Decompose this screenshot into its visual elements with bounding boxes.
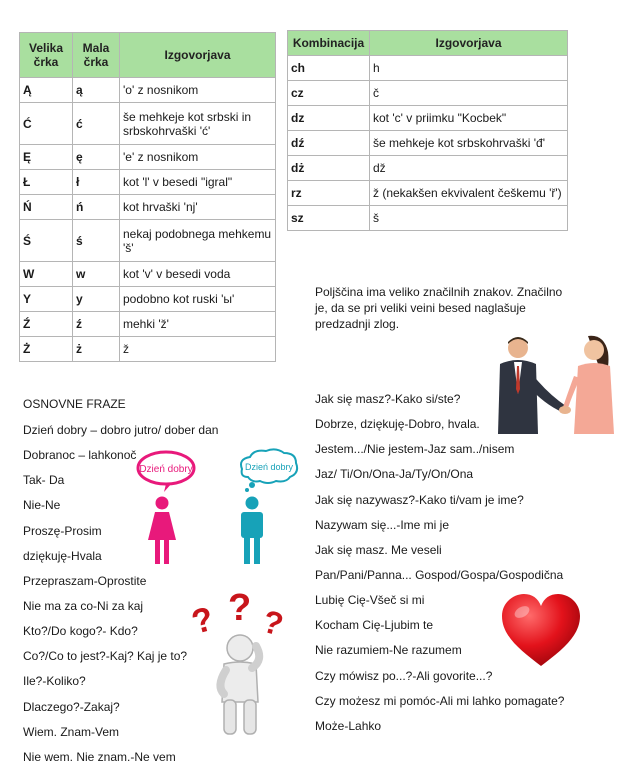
cell: dź [288, 131, 370, 156]
list-item: Tak- Da [23, 473, 65, 488]
list-item: dziękuję-Hvala [23, 548, 102, 563]
cell: y [73, 287, 120, 312]
cell: Ę [20, 145, 73, 170]
cell: dz [288, 106, 370, 131]
combination-table [287, 30, 568, 231]
col-header: Izgovorjava [370, 31, 568, 56]
question-mark-icon: ? [228, 590, 252, 629]
list-item: Kto?/Do kogo?- Kdo? [23, 624, 138, 639]
cell: ą [73, 78, 120, 103]
table-row [20, 312, 276, 337]
table-row [288, 106, 568, 131]
table-row [288, 181, 568, 206]
cell: ł [73, 170, 120, 195]
cell: ś [73, 220, 120, 262]
handshake-illustration [488, 334, 620, 442]
list-item: Proszę-Prosim [23, 523, 102, 538]
cell: dž [370, 156, 568, 181]
cell: dż [288, 156, 370, 181]
cell: sz [288, 206, 370, 231]
table-row [20, 170, 276, 195]
cell: ž [120, 337, 276, 362]
cell: W [20, 262, 73, 287]
col-header: Kombinacija [288, 31, 370, 56]
list-item: Ile?-Koliko? [23, 674, 86, 689]
phrases-right-list [315, 392, 615, 744]
cell: 'e' z nosnikom [120, 145, 276, 170]
question-mark-icon: ? [187, 599, 218, 642]
table-row [20, 103, 276, 145]
alphabet-table [19, 32, 276, 362]
thinking-figure-illustration [186, 590, 296, 740]
speech-bubble-pink [136, 450, 196, 494]
cell: še mehkeje kot srbski in srbskohrvaški 'ć' [120, 103, 276, 145]
cell: podobno kot ruski 'ы' [120, 287, 276, 312]
cell: ń [73, 195, 120, 220]
intro-note: Poljščina ima veliko značilnih znakov. Značilno je, da se pri veliki veini besed naglašuje predzadnji zlog. [315, 285, 563, 331]
list-item: Może-Lahko [315, 718, 382, 733]
cell: ć [73, 103, 120, 145]
list-item: Czy mówisz po...?-Ali govorite...? [315, 668, 493, 683]
cell: w [73, 262, 120, 287]
question-mark-icon: ? [258, 602, 288, 643]
cell: ž (nekakšen ekvivalent češkemu 'ř') [370, 181, 568, 206]
cell: Ś [20, 220, 73, 262]
col-header: Izgovorjava [120, 33, 276, 78]
cell: mehki 'ž' [120, 312, 276, 337]
cell: nekaj podobnega mehkemu 'š' [120, 220, 276, 262]
list-item: Jak się nazywasz?-Kako ti/vam je ime? [315, 492, 524, 507]
list-item: Nazywam się...-Ime mi je [315, 517, 450, 532]
woman-icon [146, 496, 178, 566]
table-row [20, 287, 276, 312]
list-item: Dobranoc – lahkonoč [23, 448, 137, 463]
list-item: Dlaczego?-Zakaj? [23, 699, 120, 714]
list-item: Dzień dobry – dobro jutro/ dober dan [23, 423, 219, 437]
table-row [288, 56, 568, 81]
heart-icon [500, 594, 582, 668]
list-item: Pan/Pani/Panna... Gospod/Gospa/Gospodična [315, 567, 564, 582]
table-row [20, 337, 276, 362]
list-item: Nie wem. Nie znam.-Ne vem [23, 749, 176, 764]
speech-bubble-cloud [238, 447, 300, 493]
cell: kot 'c' v priimku "Kocbek" [370, 106, 568, 131]
table-row [288, 206, 568, 231]
table-row [288, 156, 568, 181]
cell: Ń [20, 195, 73, 220]
cell: Ź [20, 312, 73, 337]
list-item: Nie ma za co-Ni za kaj [23, 598, 144, 613]
cell: ż [73, 337, 120, 362]
cell: ę [73, 145, 120, 170]
list-item: Lubię Cię-Všeč si mi [315, 593, 425, 608]
cell: kot hrvaški 'nj' [120, 195, 276, 220]
list-item: Jaz/ Ti/On/Ona-Ja/Ty/On/Ona [315, 467, 474, 482]
table-row [20, 145, 276, 170]
list-item: Jestem.../Nie jestem-Jaz sam../nisem [315, 442, 515, 457]
cell: kot 'v' v besedi voda [120, 262, 276, 287]
list-item: Przepraszam-Oprostite [23, 573, 147, 588]
list-item: Jak się masz?-Kako si/ste? [315, 392, 461, 406]
cell: Ć [20, 103, 73, 145]
cell: Ł [20, 170, 73, 195]
cell: ch [288, 56, 370, 81]
list-item: Wiem. Znam-Vem [23, 724, 120, 739]
cell: kot 'l' v besedi "igral" [120, 170, 276, 195]
cell: Y [20, 287, 73, 312]
man-icon [236, 496, 268, 566]
list-item: Nie razumiem-Ne razumem [315, 643, 462, 658]
bubble-text: Dzień dobry [244, 462, 294, 472]
list-item: Kocham Cię-Ljubim te [315, 618, 434, 633]
list-item: Jak się masz. Me veseli [315, 542, 442, 557]
col-header: Velika črka [20, 33, 73, 78]
col-header: Mala črka [73, 33, 120, 78]
bubble-text: Dzień dobry [139, 464, 193, 475]
cell: še mehkeje kot srbskohrvaški 'đ' [370, 131, 568, 156]
table-row [288, 81, 568, 106]
cell: cz [288, 81, 370, 106]
table-row [20, 195, 276, 220]
phrases-title: OSNOVNE FRAZE [23, 397, 126, 411]
table-row [20, 220, 276, 262]
list-item: Czy możesz mi pomóc-Ali mi lahko pomagate? [315, 693, 565, 708]
table-row [288, 131, 568, 156]
cell: č [370, 81, 568, 106]
table-row [20, 78, 276, 103]
cell: rz [288, 181, 370, 206]
cell: Ą [20, 78, 73, 103]
cell: Ż [20, 337, 73, 362]
list-item: Nie-Ne [23, 498, 61, 513]
list-item: Dobrze, dziękuję-Dobro, hvala. [315, 417, 480, 432]
cell: h [370, 56, 568, 81]
cell: ź [73, 312, 120, 337]
cell: š [370, 206, 568, 231]
list-item: Co?/Co to jest?-Kaj? Kaj je to? [23, 649, 188, 664]
table-row [20, 262, 276, 287]
cell: 'o' z nosnikom [120, 78, 276, 103]
